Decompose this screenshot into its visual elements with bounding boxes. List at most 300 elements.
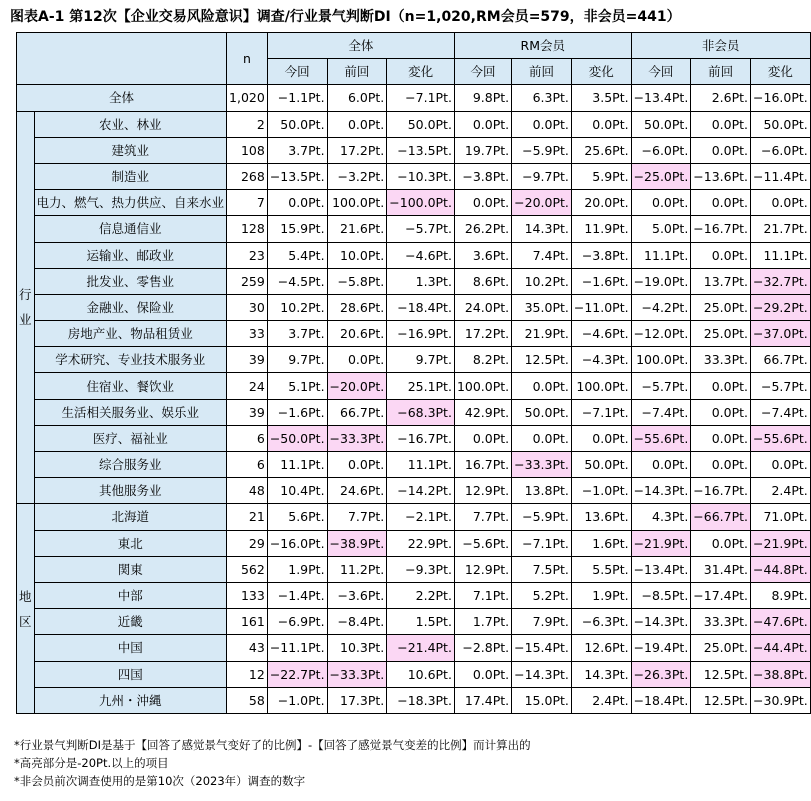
value-cell: 8.9Pt. xyxy=(751,582,811,608)
row-n: 161 xyxy=(227,609,268,635)
value-cell: −1.0Pt. xyxy=(571,478,631,504)
value-cell: 0.0Pt. xyxy=(327,347,387,373)
section-label xyxy=(17,111,35,504)
value-cell: 66.7Pt. xyxy=(327,399,387,425)
value-cell: 15.0Pt. xyxy=(512,687,572,713)
value-cell: 33.3Pt. xyxy=(691,347,751,373)
value-cell: 50.0Pt. xyxy=(387,111,455,137)
table-row xyxy=(17,190,811,216)
value-cell: −17.4Pt. xyxy=(691,582,751,608)
value-cell: 3.7Pt. xyxy=(267,137,327,163)
value-cell: −32.7Pt. xyxy=(751,268,811,294)
value-cell: 33.3Pt. xyxy=(691,609,751,635)
value-cell: −21.9Pt. xyxy=(751,530,811,556)
row-n: 39 xyxy=(227,347,268,373)
table-row xyxy=(17,609,811,635)
value-cell: −38.8Pt. xyxy=(751,661,811,687)
value-cell: −8.4Pt. xyxy=(327,609,387,635)
row-label: 制造业 xyxy=(34,163,227,189)
value-cell: 100.0Pt. xyxy=(454,373,511,399)
value-cell: −11.0Pt. xyxy=(571,294,631,320)
value-cell: 0.0Pt. xyxy=(512,111,572,137)
value-cell: −16.7Pt. xyxy=(387,425,455,451)
row-label: 信息通信业 xyxy=(34,216,227,242)
value-cell: 0.0Pt. xyxy=(631,190,691,216)
value-cell: −7.1Pt. xyxy=(512,530,572,556)
row-label: 北海道 xyxy=(34,504,227,530)
section-label-char: 行 xyxy=(19,287,32,303)
row-label: 其他服务业 xyxy=(34,478,227,504)
table-row xyxy=(17,425,811,451)
value-cell: −18.4Pt. xyxy=(387,294,455,320)
value-cell: −20.0Pt. xyxy=(327,373,387,399)
value-cell: 5.2Pt. xyxy=(512,582,572,608)
value-cell: 8.6Pt. xyxy=(454,268,511,294)
value-cell: −29.2Pt. xyxy=(751,294,811,320)
header-group-all: 全体 xyxy=(267,33,454,59)
value-cell: −44.4Pt. xyxy=(751,635,811,661)
value-cell: 12.5Pt. xyxy=(691,687,751,713)
value-cell: 0.0Pt. xyxy=(454,111,511,137)
header-row-groups xyxy=(17,33,811,59)
value-cell: −5.9Pt. xyxy=(512,504,572,530)
value-cell: 25.6Pt. xyxy=(571,137,631,163)
row-n: 7 xyxy=(227,190,268,216)
value-cell: −33.3Pt. xyxy=(327,661,387,687)
table-title: 图表A-1 第12次【企业交易风险意识】调查/行业景气判断DI（n=1,020,RM会员=579，非会员=441） xyxy=(10,9,681,25)
row-n: 24 xyxy=(227,373,268,399)
value-cell: −1.4Pt. xyxy=(267,582,327,608)
row-label: 生活相关服务业、娱乐业 xyxy=(34,399,227,425)
value-cell: 4.3Pt. xyxy=(631,504,691,530)
value-cell: 11.2Pt. xyxy=(327,556,387,582)
value-cell: 5.0Pt. xyxy=(631,216,691,242)
header-sub-previous: 前回 xyxy=(512,59,572,85)
value-cell: −5.9Pt. xyxy=(512,137,572,163)
table-row xyxy=(17,687,811,713)
value-cell: 13.6Pt. xyxy=(571,504,631,530)
value-cell: −4.5Pt. xyxy=(267,268,327,294)
value-cell: 0.0Pt. xyxy=(327,111,387,137)
value-cell: 0.0Pt. xyxy=(751,452,811,478)
table-row xyxy=(17,216,811,242)
value-cell: −5.7Pt. xyxy=(387,216,455,242)
row-label: 九州・沖縄 xyxy=(34,687,227,713)
value-cell: −13.5Pt. xyxy=(387,137,455,163)
row-label: 関東 xyxy=(34,556,227,582)
value-cell: 42.9Pt. xyxy=(454,399,511,425)
value-cell: 2.2Pt. xyxy=(387,582,455,608)
section-label-char: 区 xyxy=(19,613,32,629)
value-cell: 17.2Pt. xyxy=(327,137,387,163)
value-cell: −3.6Pt. xyxy=(327,582,387,608)
table-row xyxy=(17,294,811,320)
value-cell: −3.8Pt. xyxy=(571,242,631,268)
value-cell: −1.6Pt. xyxy=(267,399,327,425)
row-label: 全体 xyxy=(17,85,227,111)
value-cell: −37.0Pt. xyxy=(751,321,811,347)
value-cell: −9.3Pt. xyxy=(387,556,455,582)
value-cell: −19.0Pt. xyxy=(631,268,691,294)
total-cell: 9.8Pt. xyxy=(454,85,511,111)
value-cell: 7.1Pt. xyxy=(454,582,511,608)
row-n: 259 xyxy=(227,268,268,294)
value-cell: −15.4Pt. xyxy=(512,635,572,661)
value-cell: 3.7Pt. xyxy=(267,321,327,347)
table-row xyxy=(17,373,811,399)
value-cell: −6.9Pt. xyxy=(267,609,327,635)
value-cell: −55.6Pt. xyxy=(631,425,691,451)
row-label: 综合服务业 xyxy=(34,452,227,478)
value-cell: 5.4Pt. xyxy=(267,242,327,268)
value-cell: −1.0Pt. xyxy=(267,687,327,713)
total-cell: 2.6Pt. xyxy=(691,85,751,111)
value-cell: −4.2Pt. xyxy=(631,294,691,320)
value-cell: 1.3Pt. xyxy=(387,268,455,294)
table-row xyxy=(17,347,811,373)
row-n: 29 xyxy=(227,530,268,556)
value-cell: 11.9Pt. xyxy=(571,216,631,242)
value-cell: −16.7Pt. xyxy=(691,478,751,504)
di-table xyxy=(16,32,811,714)
value-cell: −100.0Pt. xyxy=(387,190,455,216)
value-cell: −6.0Pt. xyxy=(751,137,811,163)
value-cell: −13.4Pt. xyxy=(631,556,691,582)
total-cell: 6.0Pt. xyxy=(327,85,387,111)
value-cell: 0.0Pt. xyxy=(454,661,511,687)
value-cell: 3.6Pt. xyxy=(454,242,511,268)
header-sub-current: 今回 xyxy=(267,59,327,85)
value-cell: 0.0Pt. xyxy=(691,190,751,216)
header-sub-change: 変化 xyxy=(571,59,631,85)
row-n: 48 xyxy=(227,478,268,504)
row-label: 東北 xyxy=(34,530,227,556)
value-cell: 50.0Pt. xyxy=(631,111,691,137)
value-cell: 5.6Pt. xyxy=(267,504,327,530)
value-cell: −13.5Pt. xyxy=(267,163,327,189)
value-cell: −2.1Pt. xyxy=(387,504,455,530)
row-label: 近畿 xyxy=(34,609,227,635)
value-cell: −1.6Pt. xyxy=(571,268,631,294)
value-cell: 0.0Pt. xyxy=(691,425,751,451)
value-cell: −11.1Pt. xyxy=(267,635,327,661)
value-cell: 11.1Pt. xyxy=(631,242,691,268)
value-cell: −50.0Pt. xyxy=(267,425,327,451)
value-cell: 12.5Pt. xyxy=(512,347,572,373)
row-label: 建筑业 xyxy=(34,137,227,163)
value-cell: 19.7Pt. xyxy=(454,137,511,163)
header-sub-previous: 前回 xyxy=(691,59,751,85)
row-label: 电力、燃气、热力供应、自来水业 xyxy=(34,190,227,216)
table-row xyxy=(17,452,811,478)
value-cell: 21.9Pt. xyxy=(512,321,572,347)
table-row xyxy=(17,242,811,268)
value-cell: 25.0Pt. xyxy=(691,635,751,661)
value-cell: −16.7Pt. xyxy=(691,216,751,242)
value-cell: 71.0Pt. xyxy=(751,504,811,530)
row-n: 2 xyxy=(227,111,268,137)
value-cell: 20.6Pt. xyxy=(327,321,387,347)
section-label xyxy=(17,504,35,714)
value-cell: 26.2Pt. xyxy=(454,216,511,242)
value-cell: −14.2Pt. xyxy=(387,478,455,504)
value-cell: 7.4Pt. xyxy=(512,242,572,268)
value-cell: −9.7Pt. xyxy=(512,163,572,189)
value-cell: 0.0Pt. xyxy=(691,111,751,137)
value-cell: −5.6Pt. xyxy=(454,530,511,556)
value-cell: 0.0Pt. xyxy=(751,190,811,216)
value-cell: −7.4Pt. xyxy=(751,399,811,425)
value-cell: −5.7Pt. xyxy=(751,373,811,399)
value-cell: −2.8Pt. xyxy=(454,635,511,661)
value-cell: 66.7Pt. xyxy=(751,347,811,373)
value-cell: 2.4Pt. xyxy=(751,478,811,504)
value-cell: 17.2Pt. xyxy=(454,321,511,347)
value-cell: −14.3Pt. xyxy=(631,478,691,504)
table-row xyxy=(17,556,811,582)
value-cell: 50.0Pt. xyxy=(571,452,631,478)
value-cell: −68.3Pt. xyxy=(387,399,455,425)
value-cell: 20.0Pt. xyxy=(571,190,631,216)
value-cell: 28.6Pt. xyxy=(327,294,387,320)
value-cell: 5.1Pt. xyxy=(267,373,327,399)
value-cell: 7.7Pt. xyxy=(454,504,511,530)
value-cell: 5.5Pt. xyxy=(571,556,631,582)
value-cell: 7.7Pt. xyxy=(327,504,387,530)
value-cell: −66.7Pt. xyxy=(691,504,751,530)
row-label: 房地产业、物品租赁业 xyxy=(34,321,227,347)
value-cell: 1.9Pt. xyxy=(571,582,631,608)
value-cell: −3.2Pt. xyxy=(327,163,387,189)
header-sub-previous: 前回 xyxy=(327,59,387,85)
row-label: 四国 xyxy=(34,661,227,687)
value-cell: −12.0Pt. xyxy=(631,321,691,347)
value-cell: −8.5Pt. xyxy=(631,582,691,608)
total-cell: −16.0Pt. xyxy=(751,85,811,111)
row-n: 6 xyxy=(227,425,268,451)
value-cell: 12.9Pt. xyxy=(454,478,511,504)
value-cell: 15.9Pt. xyxy=(267,216,327,242)
value-cell: 24.6Pt. xyxy=(327,478,387,504)
row-label: 批发业、零售业 xyxy=(34,268,227,294)
value-cell: −13.6Pt. xyxy=(691,163,751,189)
value-cell: −4.6Pt. xyxy=(387,242,455,268)
value-cell: 1.7Pt. xyxy=(454,609,511,635)
section-label-char: 业 xyxy=(19,312,32,328)
value-cell: 12.6Pt. xyxy=(571,635,631,661)
value-cell: 10.2Pt. xyxy=(267,294,327,320)
value-cell: 7.9Pt. xyxy=(512,609,572,635)
value-cell: 11.1Pt. xyxy=(387,452,455,478)
value-cell: 22.9Pt. xyxy=(387,530,455,556)
value-cell: −16.0Pt. xyxy=(267,530,327,556)
value-cell: 1.9Pt. xyxy=(267,556,327,582)
value-cell: −38.9Pt. xyxy=(327,530,387,556)
table-row xyxy=(17,111,811,137)
table-row xyxy=(17,268,811,294)
row-n: 1,020 xyxy=(227,85,268,111)
value-cell: 25.0Pt. xyxy=(691,294,751,320)
value-cell: 100.0Pt. xyxy=(631,347,691,373)
value-cell: 25.0Pt. xyxy=(691,321,751,347)
value-cell: 9.7Pt. xyxy=(387,347,455,373)
header-sub-change: 変化 xyxy=(751,59,811,85)
value-cell: 0.0Pt. xyxy=(512,373,572,399)
table-row xyxy=(17,478,811,504)
row-label: 农业、林业 xyxy=(34,111,227,137)
row-n: 30 xyxy=(227,294,268,320)
table-row xyxy=(17,661,811,687)
value-cell: −33.3Pt. xyxy=(512,452,572,478)
value-cell: −21.4Pt. xyxy=(387,635,455,661)
value-cell: 13.8Pt. xyxy=(512,478,572,504)
row-n: 108 xyxy=(227,137,268,163)
value-cell: 0.0Pt. xyxy=(691,373,751,399)
value-cell: 100.0Pt. xyxy=(327,190,387,216)
table-row xyxy=(17,399,811,425)
value-cell: 0.0Pt. xyxy=(691,242,751,268)
value-cell: 12.5Pt. xyxy=(691,661,751,687)
value-cell: 13.7Pt. xyxy=(691,268,751,294)
row-label: 运输业、邮政业 xyxy=(34,242,227,268)
value-cell: 9.7Pt. xyxy=(267,347,327,373)
value-cell: 0.0Pt. xyxy=(691,399,751,425)
row-label: 住宿业、餐饮业 xyxy=(34,373,227,399)
row-label: 金融业、保险业 xyxy=(34,294,227,320)
section-label-char: 地 xyxy=(19,588,32,604)
value-cell: −44.8Pt. xyxy=(751,556,811,582)
table-row xyxy=(17,137,811,163)
value-cell: −22.7Pt. xyxy=(267,661,327,687)
table-row xyxy=(17,530,811,556)
value-cell: −33.3Pt. xyxy=(327,425,387,451)
table-row xyxy=(17,163,811,189)
value-cell: −18.4Pt. xyxy=(631,687,691,713)
header-n: n xyxy=(227,33,268,85)
value-cell: 35.0Pt. xyxy=(512,294,572,320)
value-cell: 8.2Pt. xyxy=(454,347,511,373)
table-row xyxy=(17,635,811,661)
value-cell: 0.0Pt. xyxy=(327,452,387,478)
value-cell: −14.3Pt. xyxy=(512,661,572,687)
row-n: 6 xyxy=(227,452,268,478)
header-sub-current: 今回 xyxy=(454,59,511,85)
row-n: 39 xyxy=(227,399,268,425)
value-cell: 0.0Pt. xyxy=(267,190,327,216)
value-cell: 10.6Pt. xyxy=(387,661,455,687)
value-cell: −30.9Pt. xyxy=(751,687,811,713)
footnote: *高亮部分是-20Pt.以上的项目 xyxy=(14,756,169,770)
header-sub-current: 今回 xyxy=(631,59,691,85)
value-cell: 16.7Pt. xyxy=(454,452,511,478)
total-cell: −1.1Pt. xyxy=(267,85,327,111)
value-cell: 100.0Pt. xyxy=(571,373,631,399)
value-cell: 21.6Pt. xyxy=(327,216,387,242)
value-cell: −14.3Pt. xyxy=(631,609,691,635)
value-cell: 0.0Pt. xyxy=(454,190,511,216)
value-cell: 11.1Pt. xyxy=(751,242,811,268)
value-cell: 17.4Pt. xyxy=(454,687,511,713)
value-cell: −47.6Pt. xyxy=(751,609,811,635)
row-n: 43 xyxy=(227,635,268,661)
value-cell: −6.3Pt. xyxy=(571,609,631,635)
value-cell: 0.0Pt. xyxy=(454,425,511,451)
value-cell: 17.3Pt. xyxy=(327,687,387,713)
value-cell: 0.0Pt. xyxy=(512,425,572,451)
header-group-rm: RM会员 xyxy=(454,33,631,59)
value-cell: −19.4Pt. xyxy=(631,635,691,661)
value-cell: 7.5Pt. xyxy=(512,556,572,582)
value-cell: 50.0Pt. xyxy=(512,399,572,425)
total-cell: −13.4Pt. xyxy=(631,85,691,111)
value-cell: 0.0Pt. xyxy=(691,137,751,163)
value-cell: 12.9Pt. xyxy=(454,556,511,582)
value-cell: −10.3Pt. xyxy=(387,163,455,189)
value-cell: 0.0Pt. xyxy=(631,452,691,478)
footnote: *非会员前次调查使用的是第10次（2023年）调查的数字 xyxy=(14,774,306,788)
value-cell: −3.8Pt. xyxy=(454,163,511,189)
row-n: 21 xyxy=(227,504,268,530)
value-cell: −55.6Pt. xyxy=(751,425,811,451)
value-cell: 5.9Pt. xyxy=(571,163,631,189)
row-n: 268 xyxy=(227,163,268,189)
value-cell: 11.1Pt. xyxy=(267,452,327,478)
value-cell: 10.2Pt. xyxy=(512,268,572,294)
value-cell: −11.4Pt. xyxy=(751,163,811,189)
value-cell: 50.0Pt. xyxy=(751,111,811,137)
table-row xyxy=(17,321,811,347)
value-cell: 0.0Pt. xyxy=(571,111,631,137)
value-cell: −7.4Pt. xyxy=(631,399,691,425)
row-n: 128 xyxy=(227,216,268,242)
value-cell: 24.0Pt. xyxy=(454,294,511,320)
value-cell: −26.3Pt. xyxy=(631,661,691,687)
table-row xyxy=(17,504,811,530)
value-cell: 50.0Pt. xyxy=(267,111,327,137)
row-n: 58 xyxy=(227,687,268,713)
value-cell: 10.4Pt. xyxy=(267,478,327,504)
value-cell: −21.9Pt. xyxy=(631,530,691,556)
row-n: 562 xyxy=(227,556,268,582)
value-cell: 2.4Pt. xyxy=(571,687,631,713)
row-label: 中部 xyxy=(34,582,227,608)
value-cell: 0.0Pt. xyxy=(571,425,631,451)
row-label: 中国 xyxy=(34,635,227,661)
row-n: 33 xyxy=(227,321,268,347)
row-n: 133 xyxy=(227,582,268,608)
value-cell: −7.1Pt. xyxy=(571,399,631,425)
value-cell: −5.7Pt. xyxy=(631,373,691,399)
value-cell: −4.3Pt. xyxy=(571,347,631,373)
footnote: *行业景气判断DI是基于【回答了感觉景气变好了的比例】-【回答了感觉景气变差的比例】而计算出的 xyxy=(14,738,531,752)
value-cell: 0.0Pt. xyxy=(691,452,751,478)
value-cell: 14.3Pt. xyxy=(571,661,631,687)
value-cell: −25.0Pt. xyxy=(631,163,691,189)
value-cell: 21.7Pt. xyxy=(751,216,811,242)
row-label: 学术研究、专业技术服务业 xyxy=(34,347,227,373)
value-cell: −18.3Pt. xyxy=(387,687,455,713)
value-cell: 10.0Pt. xyxy=(327,242,387,268)
value-cell: 1.6Pt. xyxy=(571,530,631,556)
value-cell: −20.0Pt. xyxy=(512,190,572,216)
table-row xyxy=(17,582,811,608)
header-corner xyxy=(17,33,227,85)
total-cell: −7.1Pt. xyxy=(387,85,455,111)
row-n: 12 xyxy=(227,661,268,687)
value-cell: 0.0Pt. xyxy=(691,530,751,556)
footnotes xyxy=(14,736,531,790)
value-cell: 1.5Pt. xyxy=(387,609,455,635)
